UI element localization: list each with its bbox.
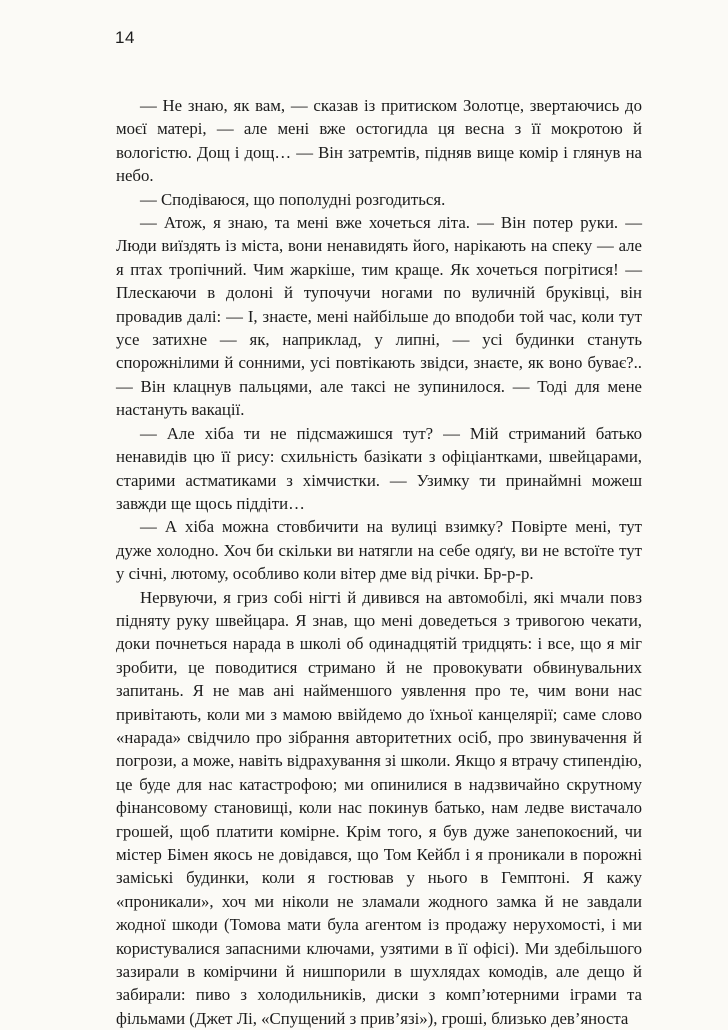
dialogue-paragraph: — Атож, я знаю, та мені вже хочеться літа. — Він потер руки. — Люди виїздять із міста, вони ненавидять його, нарікають на спеку — але я птах тропічний. Чим жаркіше, тим краще. Як хочеться погрітися! — Плескаючи в долоні й тупочучи ногами по вуличній бруківці, він провадив далі: — І, знаєте, мені найбільше до вподоби той час, коли тут усе затихне — як, наприклад, у липні, — усі будинки стануть спорожнілими й сонними, усі повтікають звідси, знаєте, як воно буває?.. — Він клацнув пальцями, але таксі не зупинилося. — Тоді для мене настануть вакації. [116, 213, 642, 420]
dialogue-paragraph: — А хіба можна стовбичити на вулиці взимку? Повірте мені, тут дуже холодно. Хоч би скільки ви натягли на себе одяґу, ви не встоїте тут у січні, лютому, особливо коли вітер дме від річки. Бр-р-р. [116, 517, 642, 584]
dialogue-paragraph: — Але хіба ти не підсмажишся тут? — Мій стриманий батько ненавидів цю її рису: схильність базікати з офіціантками, швейцарами, старими астматиками з хімчистки. — Узимку ти принаймні можеш завжди ще щось піддіти… [116, 423, 642, 513]
narrative-paragraph: Нервуючи, я гриз собі нігті й дивився на автомобілі, які мчали повз підняту руку швейцара. Я знав, що мені доведеться з тривогою чекати, доки почнеться нарада в школі об одинадцятій тридцять: і все, що я міг зробити, це поводитися стримано й не провокувати обвинувальних запитань. Я не мав ані найменшого уявлення про те, чим вони нас привітають, коли ми з мамою ввійдемо до їхньої канцелярії; саме слово «нарада» свідчило про зібрання авторитетних осіб, про звинувачення й погрози, а може, навіть відрахування зі школи. Якщо я втрачу стипендію, це буде для нас катастрофою; ми опинилися в надзвичайно скрутному фінансовому становищі, коли нас покинув батько, нам ледве вистачало грошей, щоб платити комірне. Крім того, я був дуже занепокоєний, чи містер Бімен якось не довідався, що Том Кейбл і я проникали в порожні заміські будинки, коли я гостював у нього в Гемптоні. Я кажу «проникали», хоч ми ніколи не зламали жодного замка й не завдали жодної шкоди (Томова мати була агентом із продажу нерухомості, і ми користувалися запасними ключами, узятими в її офісі). Ми здебільшого зазирали в комірчини й нишпорили в шухлядах комодів, але дещо й забирали: пиво з холодильників, диски з комп’ютерними іграми та фільмами (Джет Лі, «Спущений з прив’язі»), гроші, близько дев’яноста [116, 587, 642, 1028]
book-text [116, 94, 642, 1030]
dialogue-paragraph: — Сподіваюся, що пополудні розгодиться. [140, 189, 446, 209]
dialogue-paragraph: — Не знаю, як вам, — сказав із притиском Золотце, звертаючись до моєї матері, — але мені вже остогидла ця весна з її мокротою й вологістю. Дощ і дощ… — Він затремтів, підняв вище комір і глянув на небо. [116, 96, 642, 186]
page-number: 14 [115, 28, 135, 47]
